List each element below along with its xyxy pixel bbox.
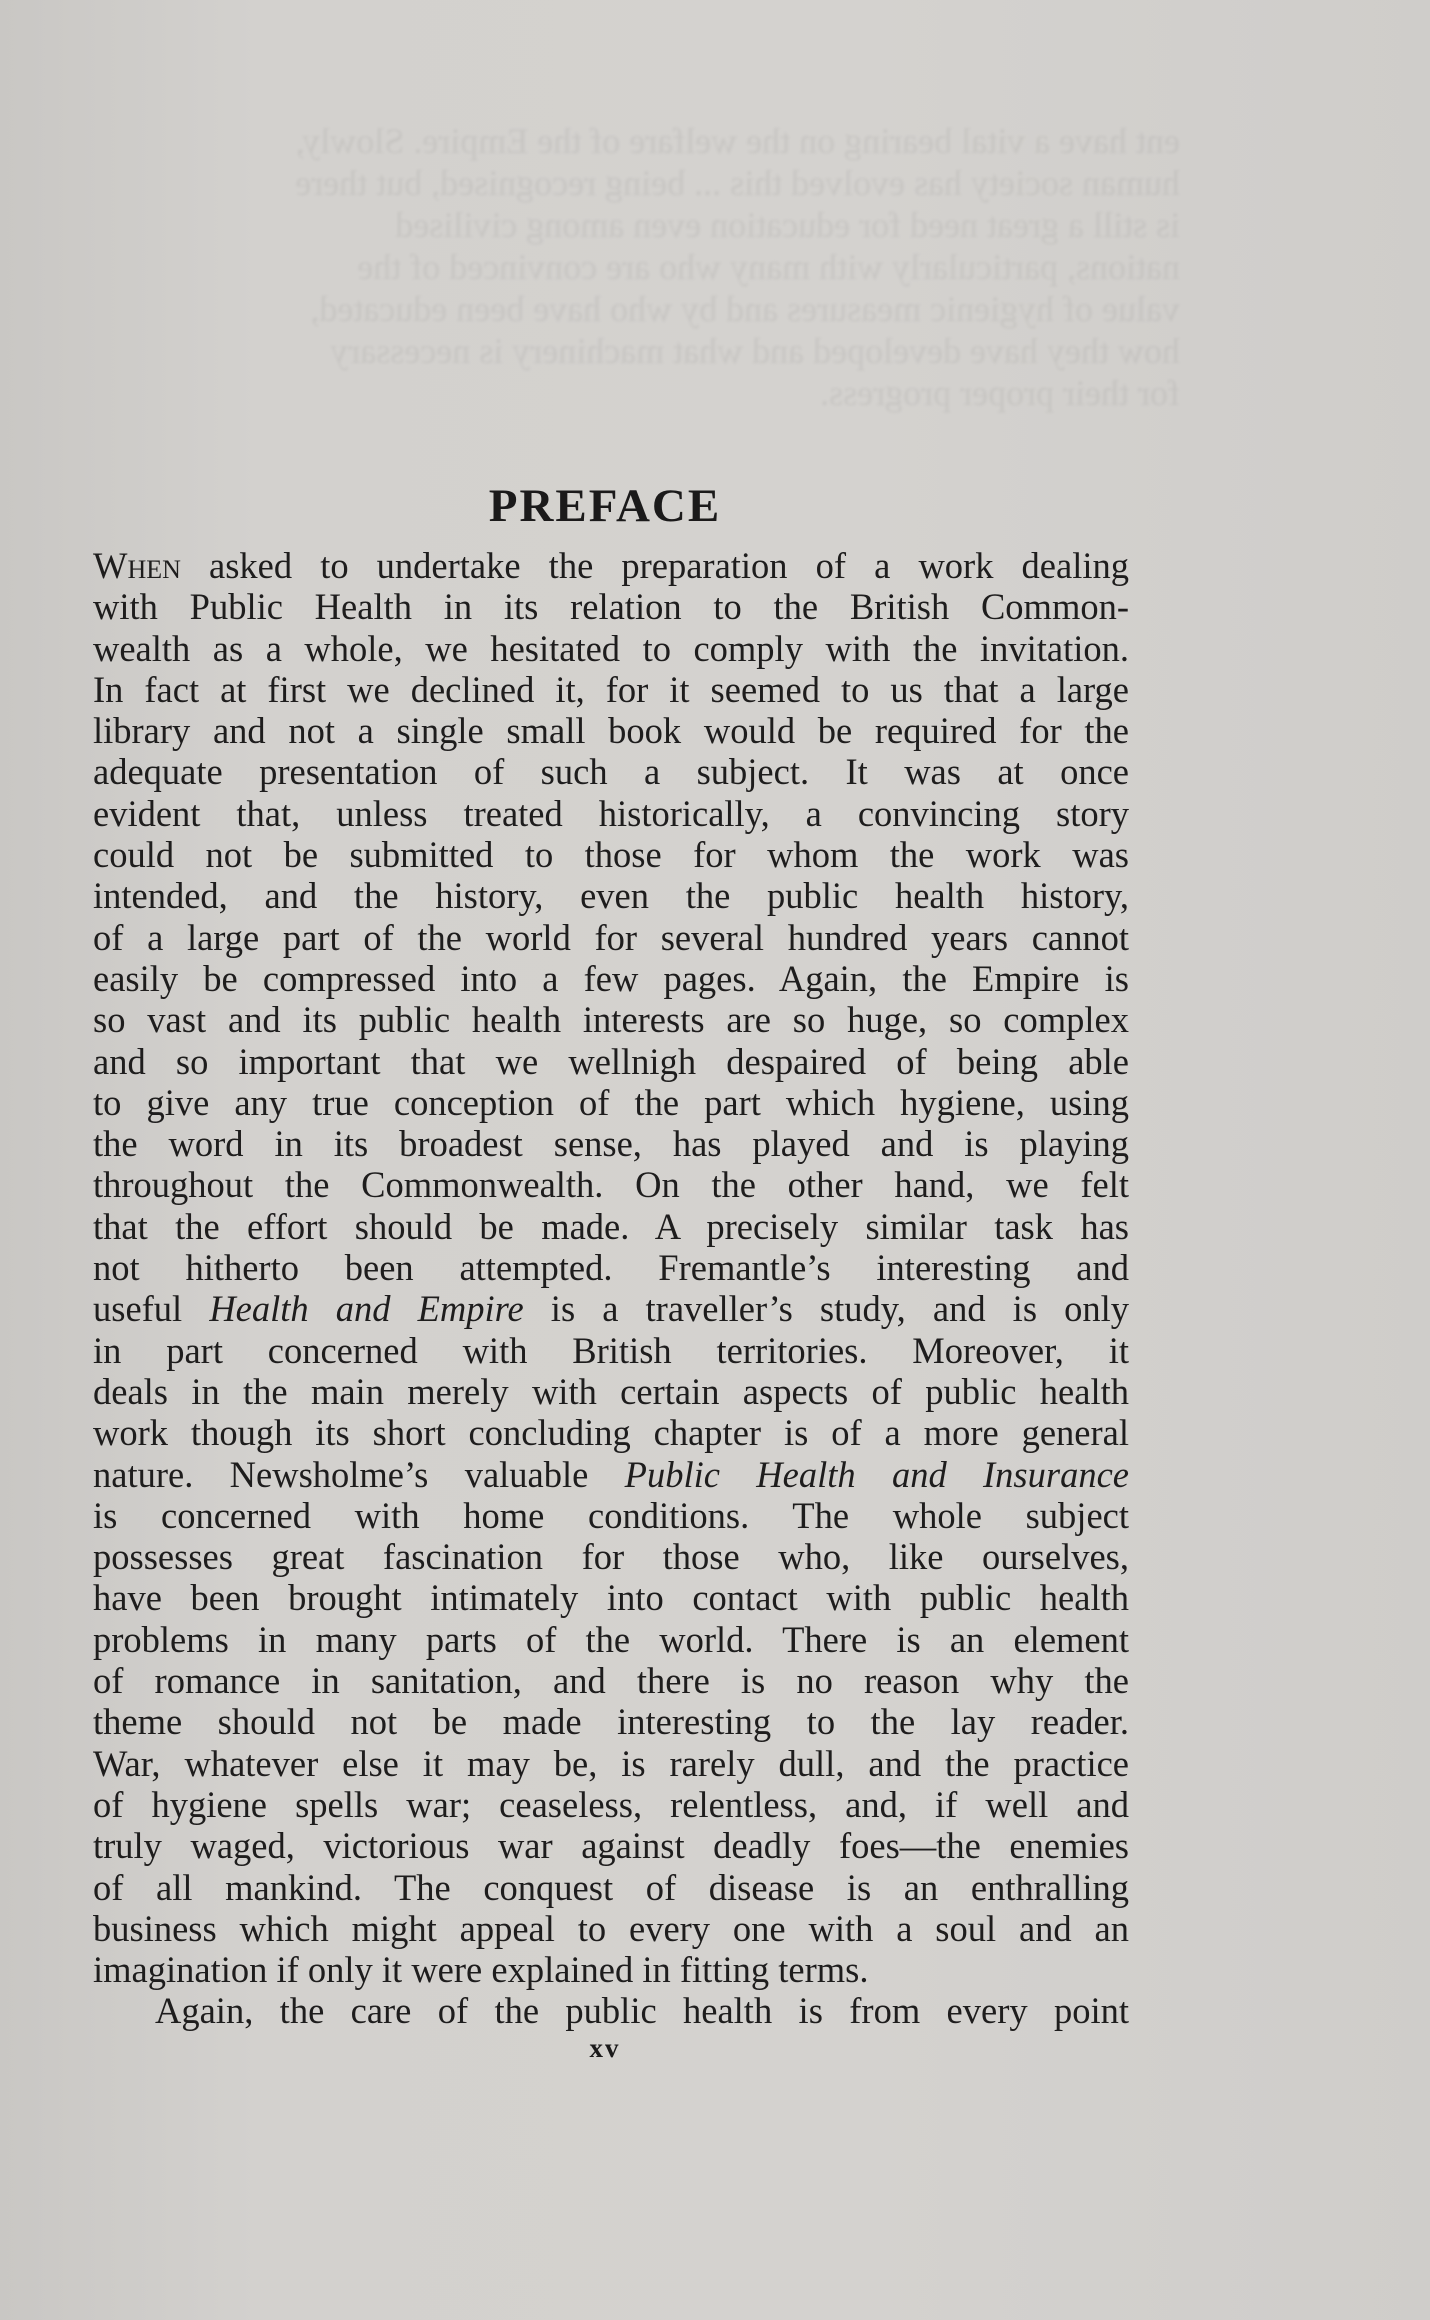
text-line: possesses great fascination for those who, like ourselves, bbox=[93, 1536, 1129, 1578]
show-through-text: ent have a vital bearing on the welfare of the Empire. Slowly, human society has evolved this ... being recognised, but there is still a great need for education even among civilised nations, particularly with many who are convinced of the value of hygienic measures and by who have been educated, how they have developed and what machinery is necessary for their proper progress. bbox=[295, 121, 1180, 413]
page-number: xv bbox=[589, 2033, 621, 2063]
text-line: of romance in sanitation, and there is no reason why the bbox=[93, 1660, 1129, 1702]
text-line: have been brought intimately into contact with public health bbox=[93, 1577, 1129, 1619]
text-line: of a large part of the world for several hundred years cannot bbox=[93, 916, 1129, 958]
text-line: truly waged, victorious war against deadly foes—the enemies bbox=[93, 1825, 1129, 1867]
text-line: theme should not be made interesting to the lay reader. bbox=[93, 1701, 1129, 1743]
text-line: evident that, unless treated historically, a convincing story bbox=[93, 792, 1129, 834]
page-title: PREFACE bbox=[488, 480, 722, 533]
text-line: not hitherto been attempted. Fremantle’s interesting and bbox=[93, 1247, 1129, 1289]
text-line: throughout the Commonwealth. On the other hand, we felt bbox=[93, 1164, 1129, 1206]
text-line: wealth as a whole, we hesitated to comply with the invitation. bbox=[93, 627, 1129, 669]
text-line: problems in many parts of the world. There is an element bbox=[93, 1618, 1129, 1660]
text-line: deals in the main merely with certain aspects of public health bbox=[93, 1370, 1129, 1412]
text-line: nature. Newsholme’s valuable Public Health and Insurance bbox=[93, 1453, 1129, 1495]
text-line: to give any true conception of the part which hygiene, using bbox=[93, 1081, 1129, 1123]
opening-word: When bbox=[93, 545, 181, 586]
text-line: is concerned with home conditions. The whole subject bbox=[93, 1494, 1129, 1536]
text-line: Again, the care of the public health is from every point bbox=[155, 1990, 1129, 2032]
text-line: and so important that we wellnigh despaired of being able bbox=[93, 1040, 1129, 1082]
text-line: the word in its broadest sense, has played and is playing bbox=[93, 1123, 1129, 1165]
text-line: that the effort should be made. A precisely similar task has bbox=[93, 1205, 1129, 1247]
book-title: Public Health and Insurance bbox=[624, 1453, 1129, 1495]
line-text: asked to undertake the preparation of a work dealing bbox=[180, 545, 1129, 586]
text-line: adequate presentation of such a subject. It was at once bbox=[93, 751, 1129, 793]
text-line: work though its short concluding chapter is of a more general bbox=[93, 1412, 1129, 1454]
text-line: could not be submitted to those for whom the work was bbox=[93, 834, 1129, 876]
text-line: War, whatever else it may be, is rarely dull, and the practice bbox=[93, 1742, 1129, 1784]
text-line: so vast and its public health interests are so huge, so complex bbox=[93, 999, 1129, 1041]
text-line: of hygiene spells war; ceaseless, relentless, and, if well and bbox=[93, 1783, 1129, 1825]
text-line: imagination if only it were explained in fitting terms. bbox=[93, 1949, 869, 1991]
text-line: of all mankind. The conquest of disease is an enthralling bbox=[93, 1866, 1129, 1908]
text-line: business which might appeal to every one with a soul and an bbox=[93, 1907, 1129, 1949]
text-line: with Public Health in its relation to the British Common- bbox=[93, 586, 1129, 628]
text-line: In fact at first we declined it, for it seemed to us that a large bbox=[93, 668, 1129, 710]
text-line bbox=[93, 545, 1129, 586]
text-line: useful Health and Empire is a traveller’s study, and is only bbox=[93, 1288, 1130, 1330]
preface-text bbox=[93, 545, 1129, 2032]
book-title: Health and Empire bbox=[209, 1288, 524, 1330]
text-line: easily be compressed into a few pages. Again, the Empire is bbox=[93, 957, 1129, 999]
text-line: in part concerned with British territories. Moreover, it bbox=[93, 1329, 1129, 1371]
text-line: library and not a single small book would be required for the bbox=[93, 710, 1129, 752]
text-line: intended, and the history, even the public health history, bbox=[93, 875, 1129, 917]
